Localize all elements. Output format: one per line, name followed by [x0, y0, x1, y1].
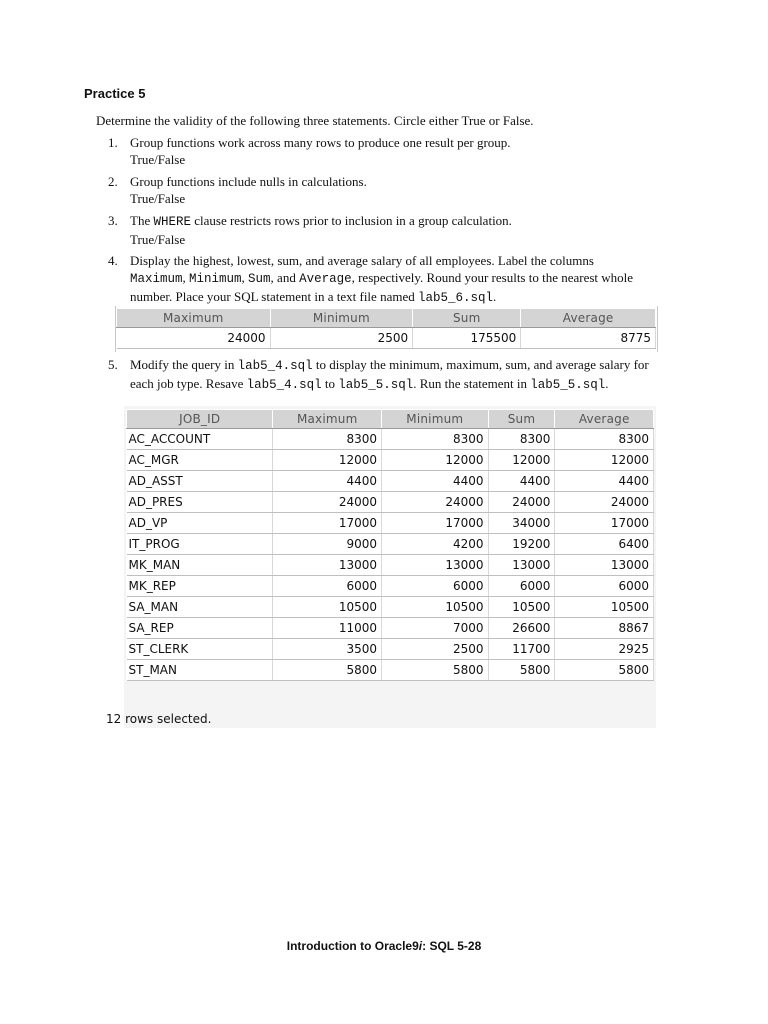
col-header: Minimum [270, 309, 413, 328]
table-row [127, 639, 654, 660]
cell-sum: 26600 [488, 618, 555, 639]
cell-average: 8867 [555, 618, 654, 639]
cell-minimum: 8300 [382, 429, 489, 450]
cell-minimum: 10500 [382, 597, 489, 618]
table-row [127, 597, 654, 618]
question-answer: True/False [130, 152, 186, 167]
question-number: 1. [108, 135, 118, 150]
cell-job-id: ST_CLERK [127, 639, 273, 660]
cell-minimum: 7000 [382, 618, 489, 639]
cell-average: 10500 [555, 597, 654, 618]
table-row [127, 534, 654, 555]
cell-maximum: 8300 [273, 429, 382, 450]
cell-job-id: AD_PRES [127, 492, 273, 513]
cell-job-id: MK_REP [127, 576, 273, 597]
question-text: Modify the query in lab5_4.sql to display the minimum, maximum, sum, and average salary for each job type. Resave lab5_4.sql to lab5_5.sql. Run the statement in lab5_5.sql. [130, 357, 649, 392]
question-number: 5. [108, 357, 118, 372]
question-answer: True/False [130, 232, 186, 247]
cell-average: 6400 [555, 534, 654, 555]
cell-sum: 34000 [488, 513, 555, 534]
cell-job-id: AC_MGR [127, 450, 273, 471]
cell-sum: 12000 [488, 450, 555, 471]
cell-job-id: SA_MAN [127, 597, 273, 618]
question-text: The WHERE clause restricts rows prior to inclusion in a group calculation. [130, 213, 512, 229]
intro-text: Determine the validity of the following three statements. Circle either True or False. [96, 113, 534, 128]
col-header: Minimum [382, 410, 489, 429]
job-summary-table [126, 409, 654, 681]
page-footer: Introduction to Oracle9i: SQL 5-28 [286, 939, 482, 953]
cell-minimum: 24000 [382, 492, 489, 513]
table-row [127, 660, 654, 681]
question-text: Display the highest, lowest, sum, and average salary of all employees. Label the columns Maximum, Minimum, Sum, and Average, respectively. Round your results to the nearest whole number. Place your SQL statement in a text file named lab5_6.sql. [130, 253, 634, 305]
cell-minimum: 4400 [382, 471, 489, 492]
cell-maximum: 24000 [117, 328, 271, 349]
cell-sum: 5800 [488, 660, 555, 681]
table-row [127, 513, 654, 534]
col-header: JOB_ID [127, 410, 273, 429]
cell-average: 13000 [555, 555, 654, 576]
cell-job-id: IT_PROG [127, 534, 273, 555]
cell-minimum: 12000 [382, 450, 489, 471]
cell-average: 4400 [555, 471, 654, 492]
cell-sum: 19200 [488, 534, 555, 555]
col-header: Average [521, 309, 656, 328]
cell-maximum: 9000 [273, 534, 382, 555]
table-row [117, 328, 656, 349]
cell-average: 6000 [555, 576, 654, 597]
code-where: WHERE [153, 215, 191, 229]
cell-sum: 24000 [488, 492, 555, 513]
col-header: Sum [413, 309, 521, 328]
cell-average: 5800 [555, 660, 654, 681]
question-number: 2. [108, 174, 118, 189]
col-header: Sum [488, 410, 555, 429]
cell-maximum: 10500 [273, 597, 382, 618]
table-row [127, 618, 654, 639]
cell-maximum: 6000 [273, 576, 382, 597]
cell-job-id: AD_VP [127, 513, 273, 534]
table-row [127, 471, 654, 492]
col-header: Maximum [273, 410, 382, 429]
cell-maximum: 11000 [273, 618, 382, 639]
question-text: Group functions work across many rows to produce one result per group. [130, 135, 511, 150]
rows-selected-text: 12 rows selected. [106, 712, 212, 726]
cell-average: 24000 [555, 492, 654, 513]
cell-job-id: SA_REP [127, 618, 273, 639]
cell-minimum: 2500 [270, 328, 413, 349]
cell-maximum: 13000 [273, 555, 382, 576]
table-row [127, 576, 654, 597]
cell-average: 12000 [555, 450, 654, 471]
col-header: Average [555, 410, 654, 429]
cell-maximum: 5800 [273, 660, 382, 681]
cell-job-id: MK_MAN [127, 555, 273, 576]
cell-job-id: ST_MAN [127, 660, 273, 681]
cell-sum: 4400 [488, 471, 555, 492]
cell-maximum: 3500 [273, 639, 382, 660]
table-row [127, 555, 654, 576]
question-answer: True/False [130, 191, 186, 206]
cell-maximum: 4400 [273, 471, 382, 492]
cell-job-id: AD_ASST [127, 471, 273, 492]
cell-average: 8775 [521, 328, 656, 349]
cell-sum: 6000 [488, 576, 555, 597]
table-row [127, 429, 654, 450]
cell-maximum: 24000 [273, 492, 382, 513]
cell-sum: 8300 [488, 429, 555, 450]
cell-sum: 10500 [488, 597, 555, 618]
question-number: 4. [108, 253, 118, 268]
cell-average: 17000 [555, 513, 654, 534]
cell-minimum: 6000 [382, 576, 489, 597]
cell-average: 8300 [555, 429, 654, 450]
cell-minimum: 17000 [382, 513, 489, 534]
table-row [127, 492, 654, 513]
table-row [127, 450, 654, 471]
cell-maximum: 17000 [273, 513, 382, 534]
cell-minimum: 2500 [382, 639, 489, 660]
question-text: Group functions include nulls in calculations. [130, 174, 367, 189]
cell-sum: 11700 [488, 639, 555, 660]
question-number: 3. [108, 213, 118, 228]
cell-maximum: 12000 [273, 450, 382, 471]
cell-minimum: 4200 [382, 534, 489, 555]
cell-job-id: AC_ACCOUNT [127, 429, 273, 450]
col-header: Maximum [117, 309, 271, 328]
cell-minimum: 13000 [382, 555, 489, 576]
cell-sum: 175500 [413, 328, 521, 349]
cell-average: 2925 [555, 639, 654, 660]
summary-table [116, 308, 656, 349]
cell-minimum: 5800 [382, 660, 489, 681]
practice-heading: Practice 5 [84, 86, 146, 101]
cell-sum: 13000 [488, 555, 555, 576]
